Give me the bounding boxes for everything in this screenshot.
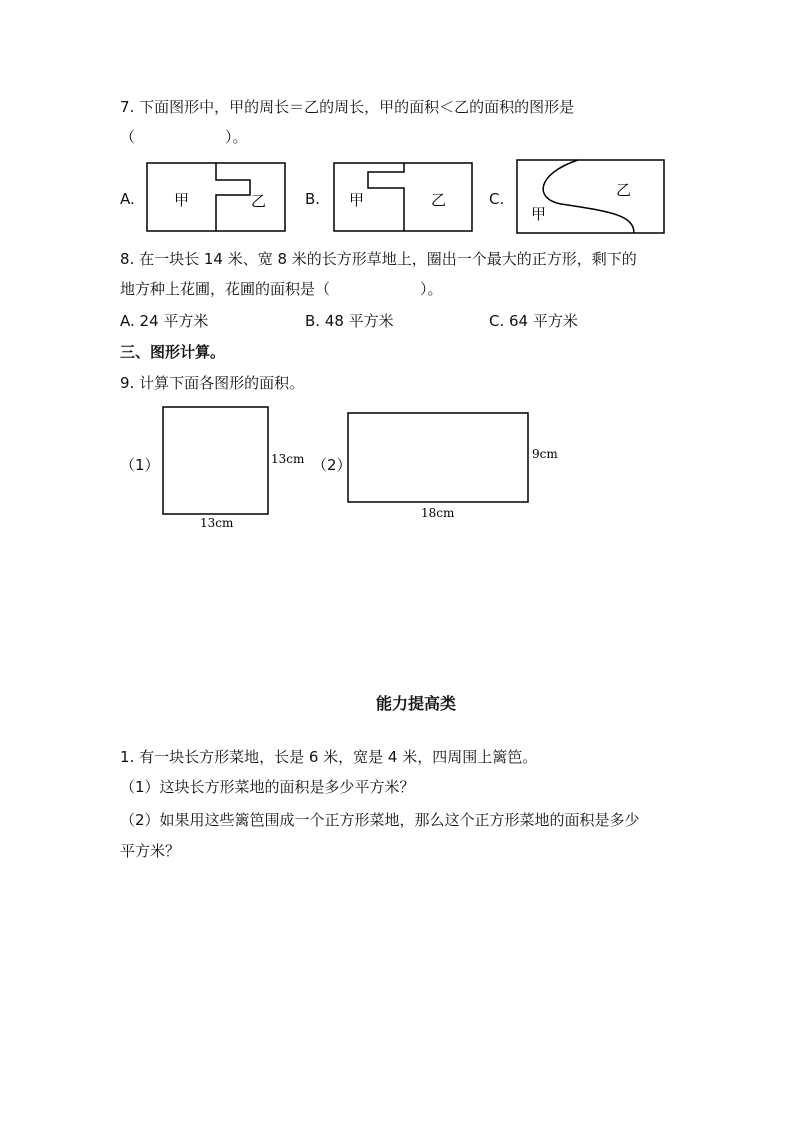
q9-square-bottom-label: 13cm (200, 516, 234, 530)
q7-figure-c-left-label: 甲 (531, 205, 547, 223)
q7-figure-b-right-label: 乙 (431, 191, 447, 209)
q9-figure-square (160, 404, 310, 534)
q8-option-a: A. 24 平方米 (120, 312, 209, 330)
q8-option-b: B. 48 平方米 (305, 312, 394, 330)
q7-figure-c-right-label: 乙 (616, 181, 632, 199)
q9-fig1-label: （1） (120, 456, 160, 474)
q9-rectangle-shape (348, 413, 528, 502)
q7-text: 7. 下面图形中，甲的周长＝乙的周长，甲的面积＜乙的面积的图形是 (120, 98, 575, 116)
q8-option-c: C. 64 平方米 (489, 312, 578, 330)
q7-figure-c (516, 159, 666, 234)
q9-square-side-label: 13cm (271, 452, 305, 466)
q7-figure-a-right-label: 乙 (251, 192, 267, 210)
q7-option-c-label: C. (489, 190, 505, 208)
q9-rectangle-side-label: 9cm (532, 447, 558, 461)
q7-figure-a (146, 162, 286, 232)
q7-option-b-label: B. (305, 190, 321, 208)
q8-text-line1: 8. 在一块长 14 米、宽 8 米的长方形草地上，圈出一个最大的正方形，剩下的 (120, 250, 637, 268)
q7-option-a-label: A. (120, 190, 135, 208)
q9-fig2-label: （2） (312, 456, 352, 474)
advanced-q1-sub2-line1: （2）如果用这些篱笆围成一个正方形菜地，那么这个正方形菜地的面积是多少 (120, 811, 640, 829)
q9-text: 9. 计算下面各图形的面积。 (120, 374, 305, 392)
q9-rectangle-bottom-label: 18cm (421, 506, 455, 520)
advanced-q1-sub1: （1）这块长方形菜地的面积是多少平方米？ (120, 778, 415, 796)
q8-text-line2: 地方种上花圃，花圃的面积是（ ）。 (120, 280, 443, 298)
section-3-title: 三、图形计算。 (120, 343, 226, 361)
advanced-section-title: 能力提高类 (376, 694, 457, 713)
q7-figure-b-left-label: 甲 (349, 191, 365, 209)
q7-figure-b-divider (368, 163, 404, 231)
q7-answer-blank: （ ）。 (120, 128, 248, 146)
q7-figure-a-divider (216, 163, 250, 231)
q9-figure-rectangle (346, 410, 566, 525)
advanced-q1-text: 1. 有一块长方形菜地，长是 6 米，宽是 4 米，四周围上篱笆。 (120, 748, 538, 766)
q9-square-shape (163, 407, 268, 514)
advanced-q1-sub2-line2: 平方米？ (120, 842, 181, 860)
q7-figure-a-left-label: 甲 (174, 191, 190, 209)
q7-figure-b (333, 162, 473, 232)
